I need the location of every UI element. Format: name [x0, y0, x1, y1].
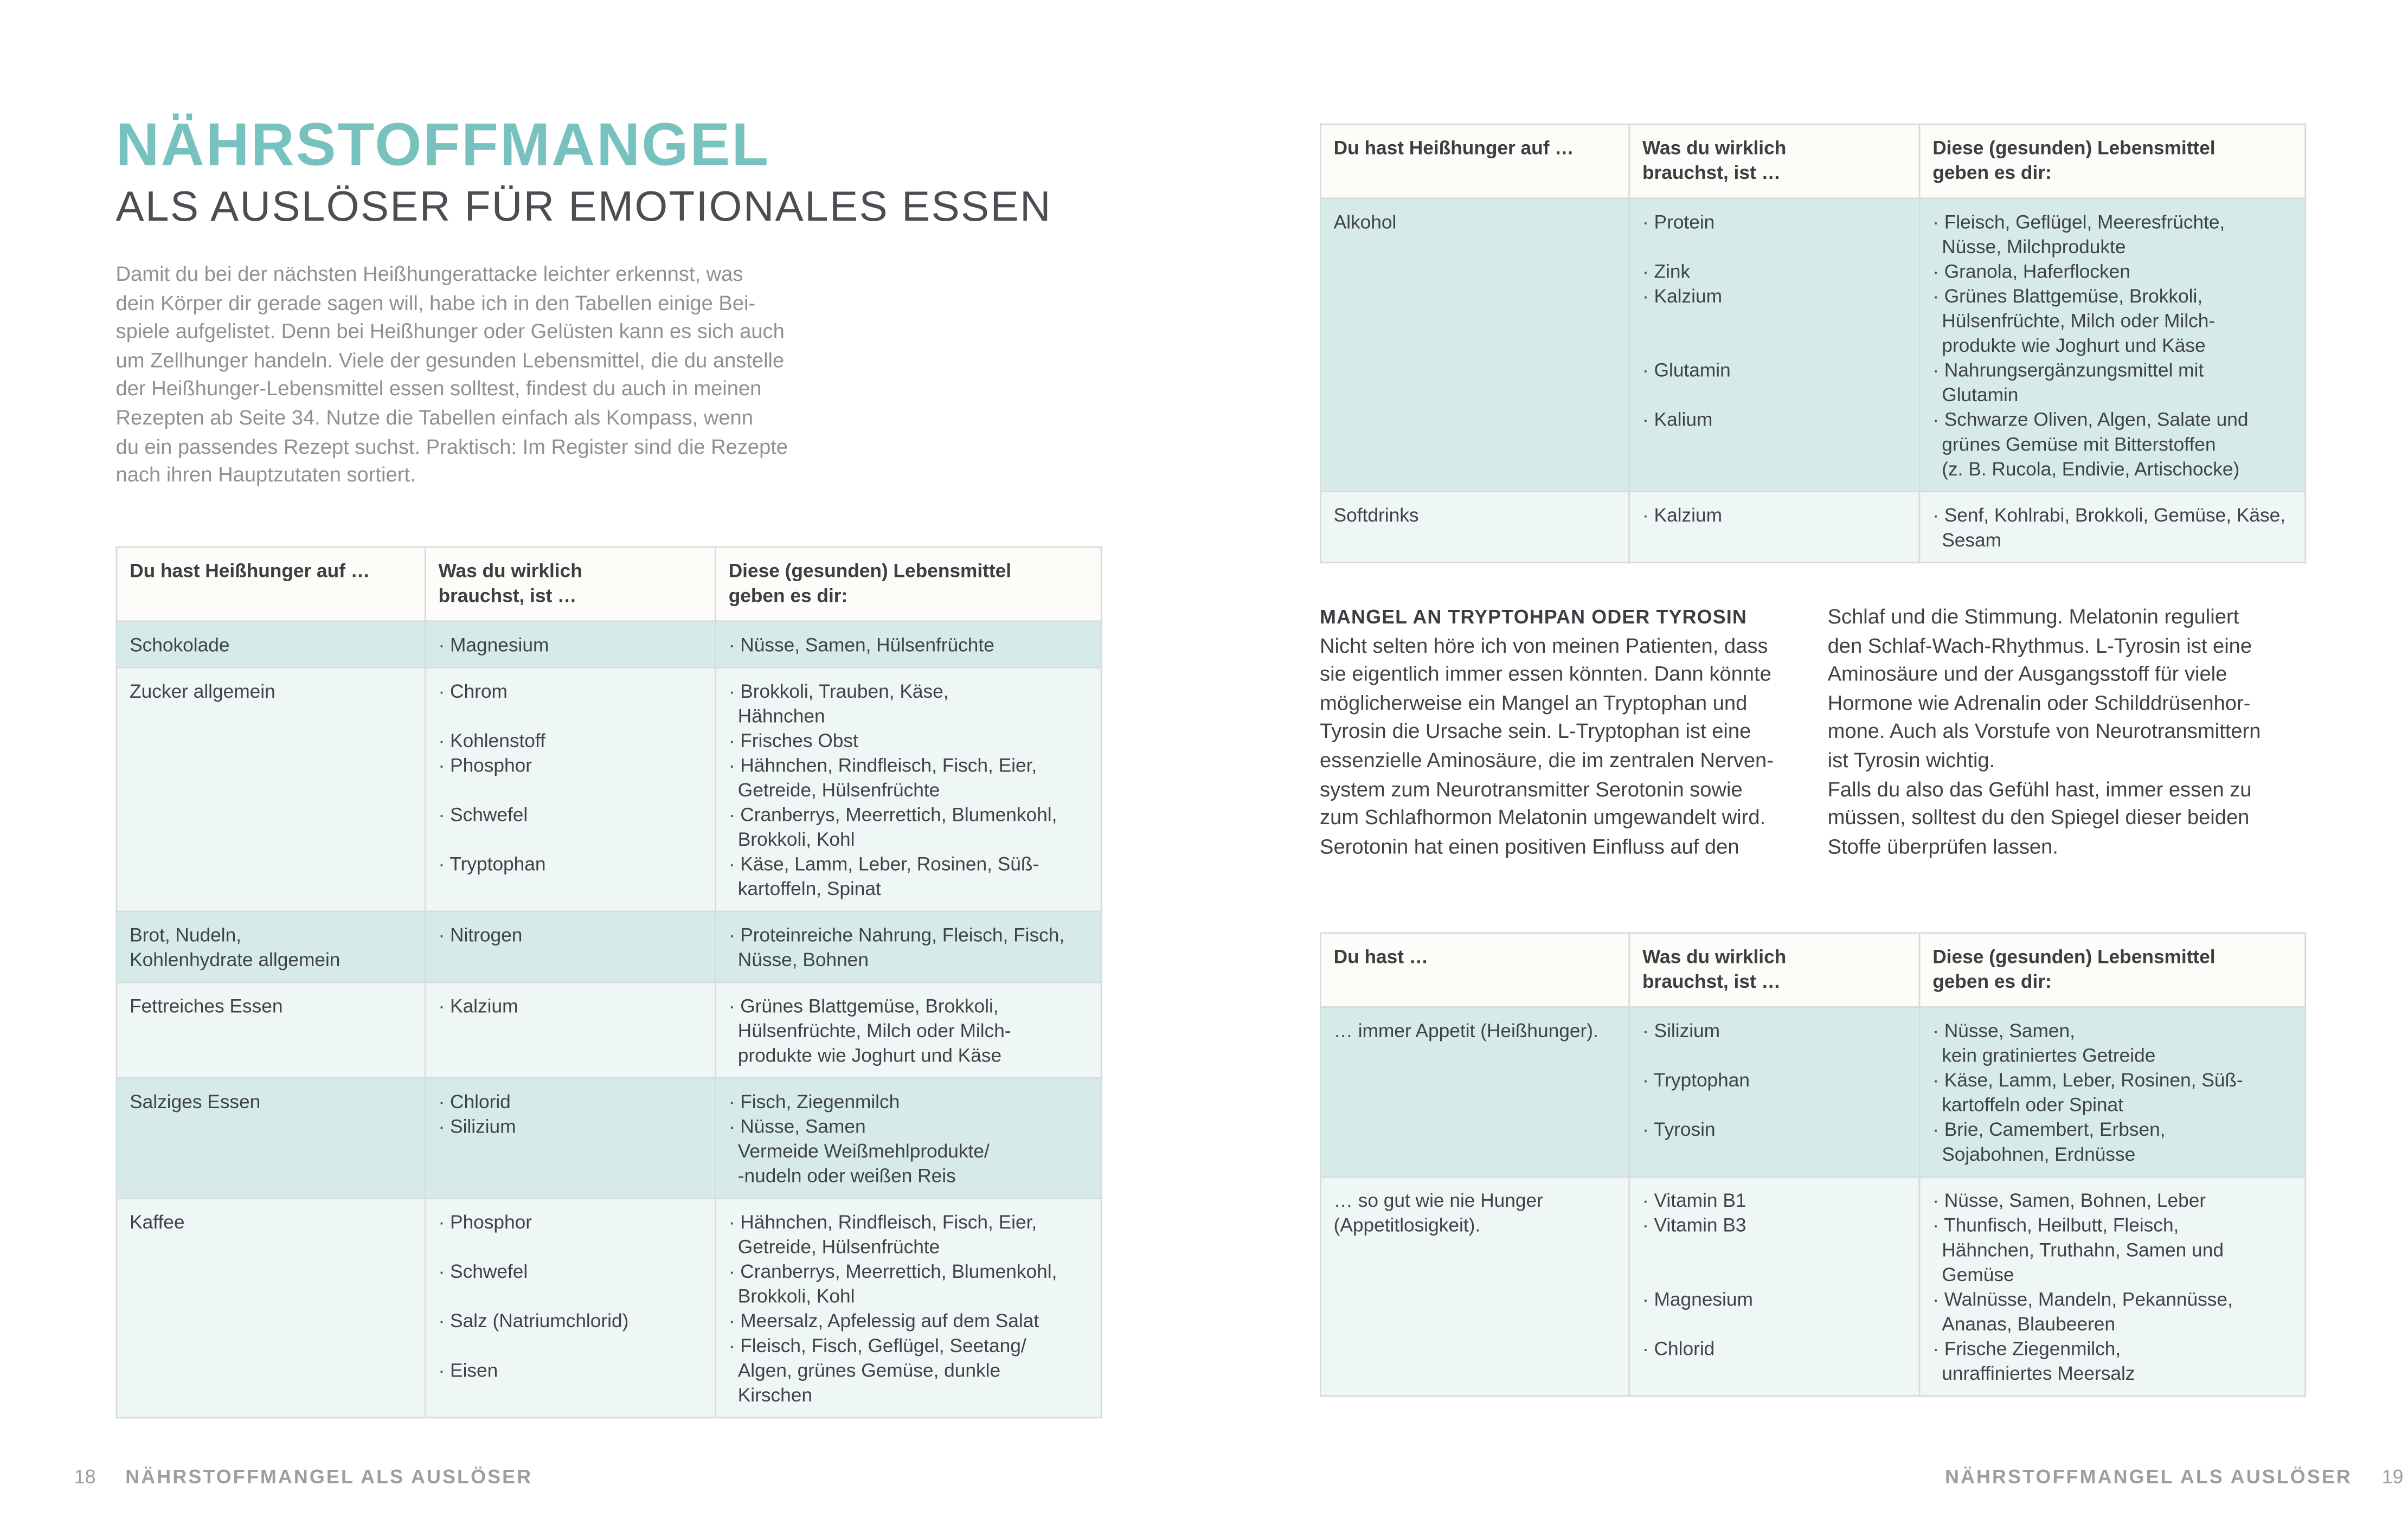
- text-line: spiele aufgelistet. Denn bei Heißhunger oder Gelüsten kann es sich auch: [115, 319, 785, 343]
- nutrient-line: [1642, 1043, 1906, 1068]
- header-line: Was du wirklich: [1642, 137, 1787, 159]
- foods-cell: [1919, 492, 2306, 563]
- text-line: nach ihren Hauptzutaten sortiert.: [115, 463, 416, 487]
- nutrient-cell: [425, 982, 715, 1078]
- food-line: · Senf, Kohlrabi, Brokkoli, Gemüse, Käse,: [1932, 504, 2286, 526]
- nutrient-line: [438, 1334, 702, 1359]
- table-row: [1320, 198, 2305, 492]
- cravings-table: [116, 546, 1102, 1418]
- nutrient-line: [1642, 308, 1906, 333]
- cell-line: Softdrinks: [1333, 504, 1419, 526]
- section-heading: MANGEL AN TRYPTOHPAN ODER TYROSIN: [1320, 606, 1747, 628]
- food-line: Hülsenfrüchte, Milch oder Milch-: [737, 1020, 1011, 1042]
- page-title: NÄHRSTOFFMANGEL: [115, 112, 770, 179]
- column-header-1: [117, 547, 425, 621]
- table-header-row: [1320, 933, 2305, 1007]
- text-line: der Heißhunger-Lebensmittel essen solltest, findest du auch in meinen: [115, 377, 762, 401]
- header-line: Du hast …: [1333, 946, 1429, 968]
- cell-line: Alkohol: [1333, 211, 1397, 233]
- table-header-row: [1320, 124, 2305, 198]
- nutrient-cell: [1629, 492, 1919, 563]
- food-line: Glutamin: [1942, 384, 2019, 406]
- nutrient-line: [438, 827, 702, 852]
- text-line: essenzielle Aminosäure, die im zentralen Nerven-: [1320, 748, 1774, 772]
- cell-line: Schokolade: [130, 634, 230, 656]
- food-line: · Frisches Obst: [728, 730, 858, 752]
- food-line: · Brokkoli, Trauben, Käse,: [728, 680, 949, 703]
- foods-cell: [715, 1199, 1101, 1418]
- nutrient-line: · Eisen: [438, 1360, 498, 1381]
- food-line: · Fleisch, Geflügel, Meeresfrüchte,: [1932, 211, 2225, 233]
- header-line: Diese (gesunden) Lebensmittel: [728, 560, 1012, 582]
- nutrient-cell: [425, 1199, 715, 1418]
- table-row: [117, 1078, 1101, 1198]
- nutrient-line: [1642, 1238, 1906, 1263]
- text-line: Hormone wie Adrenalin oder Schilddrüsenhor-: [1827, 691, 2251, 715]
- nutrient-line: [1642, 383, 1906, 408]
- food-line: · Käse, Lamm, Leber, Rosinen, Süß-: [1932, 1069, 2243, 1091]
- nutrient-cell: [1629, 1177, 1919, 1396]
- text-line: möglicherweise ein Mangel an Tryptophan und: [1320, 691, 1748, 715]
- cell-line: Fettreiches Essen: [130, 995, 283, 1018]
- food-line: · Nüsse, Samen, Bohnen, Leber: [1932, 1189, 2206, 1212]
- nutrient-line: [438, 1284, 702, 1309]
- food-line: · Brie, Camembert, Erbsen,: [1932, 1118, 2166, 1141]
- food-line: · Hähnchen, Rindfleisch, Fisch, Eier,: [728, 755, 1037, 776]
- food-line: · Nüsse, Samen: [728, 1116, 866, 1138]
- food-line: Getreide, Hülsenfrüchte: [737, 1236, 940, 1258]
- nutrient-cell: [425, 911, 715, 982]
- nutrient-line: · Salz (Natriumchlorid): [438, 1310, 629, 1332]
- nutrient-line: · Vitamin B3: [1642, 1214, 1746, 1237]
- cell-line: (Appetitlosigkeit).: [1333, 1214, 1481, 1237]
- food-line: -nudeln oder weißen Reis: [737, 1165, 956, 1187]
- text-line: Nicht selten höre ich von meinen Patienten, dass: [1320, 633, 1768, 657]
- section-column-left: [1320, 603, 1814, 861]
- nutrient-line: · Magnesium: [1642, 1289, 1753, 1310]
- food-line: · Schwarze Oliven, Algen, Salate und: [1932, 409, 2249, 431]
- text-line: Schlaf und die Stimmung. Melatonin reguliert: [1827, 604, 2239, 628]
- nutrient-line: · Kalzium: [1642, 504, 1723, 526]
- food-line: · Cranberrys, Meerrettich, Blumenkohl,: [728, 804, 1057, 826]
- nutrient-line: · Glutamin: [1642, 359, 1731, 382]
- cell-line: Brot, Nudeln,: [130, 924, 242, 947]
- footer-running-title-right: NÄHRSTOFFMANGEL ALS AUSLÖSER: [1944, 1466, 2352, 1488]
- food-line: grünes Gemüse mit Bitterstoffen: [1942, 433, 2216, 455]
- food-line: Hülsenfrüchte, Milch oder Milch-: [1942, 310, 2216, 332]
- text-line: um Zellhunger handeln. Viele der gesunden Lebensmittel, die du anstelle: [115, 348, 785, 372]
- food-line: Sojabohnen, Erdnüsse: [1942, 1143, 2136, 1166]
- header-line: Was du wirklich: [1642, 946, 1787, 968]
- foods-cell: [715, 621, 1101, 667]
- nutrient-line: · Tryptophan: [1642, 1069, 1750, 1091]
- table-row: [1320, 1007, 2305, 1177]
- nutrient-cell: [1629, 1007, 1919, 1177]
- header-line: geben es dir:: [728, 584, 848, 607]
- page-number-left: 18: [74, 1466, 96, 1488]
- page-number-right: 19: [2381, 1466, 2404, 1488]
- nutrient-line: · Chlorid: [1642, 1338, 1715, 1360]
- food-line: Kirschen: [737, 1384, 813, 1406]
- column-header-1: [1320, 933, 1629, 1007]
- table-row: [117, 911, 1101, 982]
- nutrient-line: · Silizium: [438, 1116, 516, 1138]
- section-text-col1: [1320, 632, 1814, 861]
- craving-cell: [1320, 492, 1629, 563]
- column-header-1: [1320, 124, 1629, 198]
- footer-running-title-left: NÄHRSTOFFMANGEL ALS AUSLÖSER: [125, 1466, 533, 1488]
- food-line: Algen, grünes Gemüse, dunkle: [737, 1360, 1001, 1381]
- nutrient-line: [1642, 333, 1906, 358]
- foods-cell: [1919, 198, 2306, 492]
- food-line: · Fleisch, Fisch, Geflügel, Seetang/: [728, 1335, 1026, 1357]
- food-line: · Grünes Blattgemüse, Brokkoli,: [1932, 285, 2203, 307]
- text-line: müssen, solltest du den Spiegel dieser beiden: [1827, 806, 2250, 829]
- header-line: Diese (gesunden) Lebensmittel: [1932, 946, 2216, 968]
- nutrient-line: · Protein: [1642, 211, 1715, 233]
- table-row: [117, 982, 1101, 1078]
- table-row: [1320, 492, 2305, 563]
- table-row: [117, 1199, 1101, 1418]
- nutrient-line: · Magnesium: [438, 634, 549, 656]
- nutrient-line: · Schwefel: [438, 1261, 528, 1283]
- header-line: brauchst, ist …: [1642, 162, 1781, 184]
- foods-cell: [715, 1078, 1101, 1198]
- nutrient-line: [1642, 235, 1906, 260]
- food-line: Hähnchen: [737, 705, 825, 727]
- header-line: Du hast Heißhunger auf …: [130, 560, 370, 582]
- header-line: geben es dir:: [1932, 970, 2052, 993]
- nutrient-line: · Silizium: [1642, 1020, 1720, 1042]
- cell-line: … so gut wie nie Hunger: [1333, 1189, 1543, 1212]
- foods-cell: [715, 911, 1101, 982]
- cell-line: … immer Appetit (Heißhunger).: [1333, 1020, 1598, 1042]
- text-line: den Schlaf-Wach-Rhythmus. L-Tyrosin ist eine: [1827, 633, 2252, 657]
- column-header-3: [1919, 124, 2306, 198]
- nutrient-cell: [1629, 198, 1919, 492]
- food-line: (z. B. Rucola, Endivie, Artischocke): [1942, 458, 2240, 480]
- food-line: kartoffeln oder Spinat: [1942, 1094, 2123, 1116]
- food-line: Hähnchen, Truthahn, Samen und: [1942, 1239, 2224, 1261]
- nutrient-line: · Phosphor: [438, 755, 532, 776]
- footer-right: [1945, 1465, 2404, 1490]
- food-line: · Frische Ziegenmilch,: [1932, 1338, 2121, 1360]
- craving-cell: [117, 1078, 425, 1198]
- column-header-3: [1919, 933, 2306, 1007]
- food-line: kartoffeln, Spinat: [737, 878, 881, 900]
- food-line: · Nüsse, Samen, Hülsenfrüchte: [728, 634, 994, 656]
- craving-cell: [117, 911, 425, 982]
- nutrient-line: · Chrom: [438, 680, 508, 703]
- column-header-2: [1629, 124, 1919, 198]
- text-line: dein Körper dir gerade sagen will, habe ich in den Tabellen einige Bei-: [115, 291, 756, 314]
- food-line: · Fisch, Ziegenmilch: [728, 1091, 900, 1113]
- foods-cell: [715, 982, 1101, 1078]
- food-line: Brokkoli, Kohl: [737, 828, 855, 851]
- nutrient-line: [438, 704, 702, 729]
- header-line: Du hast Heißhunger auf …: [1333, 137, 1574, 159]
- craving-cell: [1320, 1007, 1629, 1177]
- column-header-2: [425, 547, 715, 621]
- food-line: Vermeide Weißmehlprodukte/: [737, 1140, 990, 1162]
- text-line: Damit du bei der nächsten Heißhungerattacke leichter erkennst, was: [115, 262, 743, 286]
- food-line: · Hähnchen, Rindfleisch, Fisch, Eier,: [728, 1211, 1037, 1233]
- text-line: sie eigentlich immer essen könnten. Dann könnte: [1320, 662, 1771, 686]
- table-row: [117, 667, 1101, 911]
- nutrient-line: · Tyrosin: [1642, 1118, 1716, 1141]
- food-line: · Proteinreiche Nahrung, Fleisch, Fisch,: [728, 924, 1065, 947]
- craving-cell: [117, 667, 425, 911]
- nutrient-line: [1642, 1093, 1906, 1118]
- section-column-right: [1828, 603, 2322, 861]
- food-line: · Nüsse, Samen,: [1932, 1020, 2075, 1042]
- header-line: Diese (gesunden) Lebensmittel: [1932, 137, 2216, 159]
- food-line: · Grünes Blattgemüse, Brokkoli,: [728, 995, 999, 1018]
- cell-line: Kohlenhydrate allgemein: [130, 949, 341, 971]
- food-line: produkte wie Joghurt und Käse: [737, 1045, 1002, 1067]
- food-line: Getreide, Hülsenfrüchte: [737, 779, 940, 801]
- foods-cell: [1919, 1007, 2306, 1177]
- header-line: brauchst, ist …: [438, 584, 577, 607]
- cravings-table-continued: [1320, 124, 2306, 563]
- header-line: brauchst, ist …: [1642, 970, 1781, 993]
- food-line: Sesam: [1942, 529, 2002, 551]
- page-subtitle: ALS AUSLÖSER FÜR EMOTIONALES ESSEN: [115, 182, 1052, 230]
- cell-line: Salziges Essen: [130, 1091, 261, 1113]
- nutrient-line: [438, 1234, 702, 1259]
- foods-cell: [1919, 1177, 2306, 1396]
- text-line: Aminosäure und der Ausgangsstoff für viele: [1827, 662, 2227, 686]
- nutrient-line: · Kohlenstoff: [438, 730, 545, 752]
- food-line: · Walnüsse, Mandeln, Pekannüsse,: [1932, 1289, 2233, 1310]
- footer-left: [74, 1465, 533, 1490]
- table-header-row: [117, 547, 1101, 621]
- food-line: Brokkoli, Kohl: [737, 1285, 855, 1308]
- nutrient-line: · Zink: [1642, 261, 1691, 282]
- food-line: kein gratiniertes Getreide: [1942, 1045, 2156, 1067]
- column-header-3: [715, 547, 1101, 621]
- nutrient-line: [438, 778, 702, 803]
- text-line: zum Schlafhormon Melatonin umgewandelt wird.: [1320, 806, 1766, 829]
- text-line: Stoffe überprüfen lassen.: [1827, 834, 2058, 858]
- food-line: · Cranberrys, Meerrettich, Blumenkohl,: [728, 1261, 1057, 1283]
- food-line: unraffiniertes Meersalz: [1942, 1362, 2135, 1385]
- appetite-table: [1320, 932, 2306, 1397]
- header-line: Was du wirklich: [438, 560, 582, 582]
- text-line: mone. Auch als Vorstufe von Neurotransmittern: [1827, 719, 2261, 743]
- text-line: du ein passendes Rezept suchst. Praktisch: Im Register sind die Rezepte: [115, 434, 788, 458]
- table-row: [117, 621, 1101, 667]
- craving-cell: [117, 982, 425, 1078]
- food-line: · Thunfisch, Heilbutt, Fleisch,: [1932, 1214, 2179, 1237]
- text-line: Rezepten ab Seite 34. Nutze die Tabellen einfach als Kompass, wenn: [115, 406, 753, 429]
- nutrient-line: · Kalium: [1642, 409, 1713, 431]
- craving-cell: [1320, 198, 1629, 492]
- nutrient-line: · Tryptophan: [438, 853, 546, 876]
- food-line: produkte wie Joghurt und Käse: [1942, 335, 2206, 357]
- food-line: Ananas, Blaubeeren: [1942, 1313, 2115, 1335]
- food-line: · Nahrungsergänzungsmittel mit: [1932, 359, 2204, 382]
- cell-line: Kaffee: [130, 1211, 185, 1233]
- nutrient-line: · Chlorid: [438, 1091, 511, 1113]
- craving-cell: [1320, 1177, 1629, 1396]
- text-line: Tyrosin die Ursache sein. L-Tryptophan ist eine: [1320, 719, 1751, 743]
- text-line: ist Tyrosin wichtig.: [1827, 748, 1995, 772]
- nutrient-line: [1642, 1312, 1906, 1337]
- nutrient-cell: [425, 621, 715, 667]
- nutrient-line: · Kalzium: [438, 995, 518, 1018]
- table-row: [1320, 1177, 2305, 1396]
- text-line: Falls du also das Gefühl hast, immer essen zu: [1827, 777, 2252, 801]
- nutrient-cell: [425, 1078, 715, 1198]
- craving-cell: [117, 621, 425, 667]
- header-line: geben es dir:: [1932, 162, 2052, 184]
- text-line: Serotonin hat einen positiven Einfluss auf den: [1320, 834, 1739, 858]
- food-line: · Meersalz, Apfelessig auf dem Salat: [728, 1310, 1039, 1332]
- nutrient-line: · Kalzium: [1642, 285, 1723, 307]
- foods-cell: [715, 667, 1101, 911]
- food-line: · Käse, Lamm, Leber, Rosinen, Süß-: [728, 853, 1039, 876]
- text-line: system zum Neurotransmitter Serotonin sowie: [1320, 777, 1743, 801]
- craving-cell: [117, 1199, 425, 1418]
- food-line: Nüsse, Bohnen: [737, 949, 869, 971]
- nutrient-line: · Phosphor: [438, 1211, 532, 1233]
- nutrient-line: [1642, 1263, 1906, 1288]
- nutrient-line: · Nitrogen: [438, 924, 523, 947]
- nutrient-line: · Vitamin B1: [1642, 1189, 1746, 1212]
- nutrient-cell: [425, 667, 715, 911]
- food-line: Gemüse: [1942, 1264, 2014, 1286]
- food-line: · Granola, Haferflocken: [1932, 261, 2130, 282]
- nutrient-line: · Schwefel: [438, 804, 528, 826]
- column-header-2: [1629, 933, 1919, 1007]
- food-line: Nüsse, Milchprodukte: [1942, 236, 2126, 258]
- cell-line: Zucker allgemein: [130, 680, 275, 703]
- intro-paragraph: [116, 261, 842, 490]
